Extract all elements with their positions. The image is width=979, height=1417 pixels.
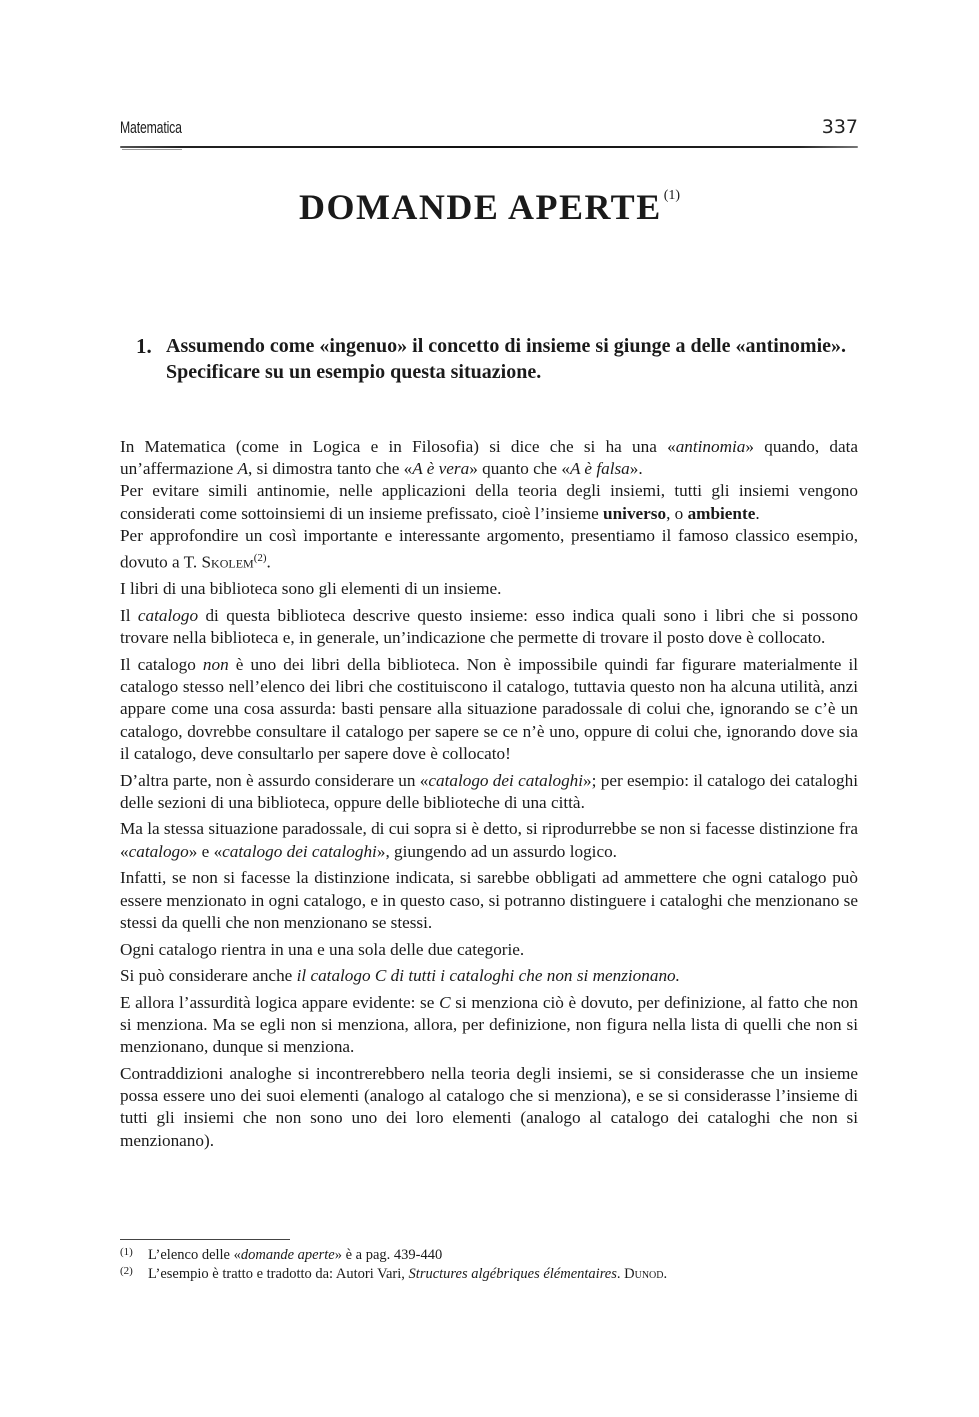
paragraph-catalog-c: Si può considerare anche il catalogo C di tutti i cataloghi che non si menzionano. [120,966,680,986]
footnote-mark: (1) [120,1246,133,1258]
footnotes [120,1246,860,1284]
paragraph-distinction: Infatti, se non si facesse la distinzione indicata, si sarebbe obbligati ad ammettere che ogni catalogo può essere menzionato in ogni catalogo, e in questo caso, si potranno distinguere i cataloghi che menzionano se stessi da quelli che non menzionano se stessi. [120,868,858,932]
question-number: 1. [136,334,152,358]
footnote-1 [120,1246,860,1265]
footnote-ref-1: (1) [663,188,681,203]
footnote-2 [120,1265,860,1284]
section-title: Matematica [120,118,182,137]
footnote-separator [120,1239,290,1240]
paragraph-set-contradictions: Contraddizioni analoghe si incontrerebbero nella teoria degli insiemi, se si considerasse che un insieme possa essere uno dei suoi elementi (analogo al catalogo che si menziona), e se si considerasse l’insieme di tutti gli insiemi che non sono uno dei loro elementi (analogo al catalogo dei cataloghi che non si menzionano). [120,1064,858,1150]
question-instruction: Specificare su un esempio questa situazione. [166,361,542,383]
paragraph-universe-set: Per evitare simili antinomie, nelle applicazioni della teoria degli insiemi, tutti gli insiemi vengono considerati come sottoinsiemi di un insieme prefissato, cioè l’insieme universo, o ambiente. [120,481,858,523]
question-1 [136,333,860,385]
paragraph-library-set: I libri di una biblioteca sono gli elementi di un insieme. [120,579,502,599]
footnote-ref-2: (2) [253,552,267,565]
page-title-text: DOMANDE APERTE [298,187,662,227]
paragraph-antinomia-definition: In Matematica (come in Logica e in Filosofia) si dice che si ha una «antinomia» quando, data un’affermazione A, si dimostra tanto che «A è vera» quanto che «A è falsa». [120,437,858,479]
page-title [0,186,979,228]
footnote-mark: (2) [120,1265,133,1277]
footnote-text: L’esempio è tratto e tradotto da: Autori Vari, Structures algébriques élémentaires. Dunod. [148,1266,668,1282]
paragraph-categories: Ogni catalogo rientra in una e una sola delle due categorie. [120,939,525,959]
paragraph-catalog-not-book: Il catalogo non è uno dei libri della biblioteca. Non è impossibile quindi far figurare materialmente il catalogo stesso nell’elenco dei libri che costituiscono il catalogo, tuttavia questo non ha alcuna utilità, anzi appare come una cosa assurda: basti pensare alla situazione paradossale di colui che, ignorando se c’è un catalogo, dovrebbe consultare il catalogo per sapere se ce n’è uno, oppure di colui che, ignorando dove sia il catalogo, deve consultarlo per sapere dove è collocato! [120,655,858,763]
footnote-text: L’elenco delle «domande aperte» è a pag. 439-440 [148,1247,443,1263]
paragraph-catalog: Il catalogo di questa biblioteca descrive questo insieme: esso indica quali sono i libri che si possono trovare nella biblioteca e, in generale, un’indicazione che permette di trovare il posto dove è collocato. [120,606,858,648]
paragraph-absurdity: E allora l’assurdità logica appare evidente: se C si menziona ciò è dovuto, per definizione, al fatto che non si menziona. Ma se egli non si menziona, allora, per definizione, non figura nella lista di quelli che non si menzionano, dunque si menziona. [120,992,858,1057]
paragraph-paradox: Ma la stessa situazione paradossale, di cui sopra si è detto, si riprodurrebbe se non si facesse distinzione fra «catalogo» e «catalogo dei cataloghi», giungendo ad un assurdo logico. [120,819,858,861]
header-rule [120,146,858,148]
paragraph-catalog-of-catalogs: D’altra parte, non è assurdo considerare un «catalogo dei cataloghi»; per esempio: il catalogo dei cataloghi delle sezioni di una biblioteca, oppure delle biblioteche di una città. [120,770,858,812]
question-statement: Assumendo come «ingenuo» il concetto di insieme si giunge a delle «antinomie». [166,335,846,357]
body-text [120,436,858,1156]
page-number: 337 [821,116,858,138]
paragraph-skolem-example: Per approfondire un così importante e interessante argomento, presentiamo il famoso classico esempio, dovuto a T. Skolem$^{(2)}$. [120,525,858,572]
running-head [120,116,858,144]
header-rule-shadow [122,149,182,150]
